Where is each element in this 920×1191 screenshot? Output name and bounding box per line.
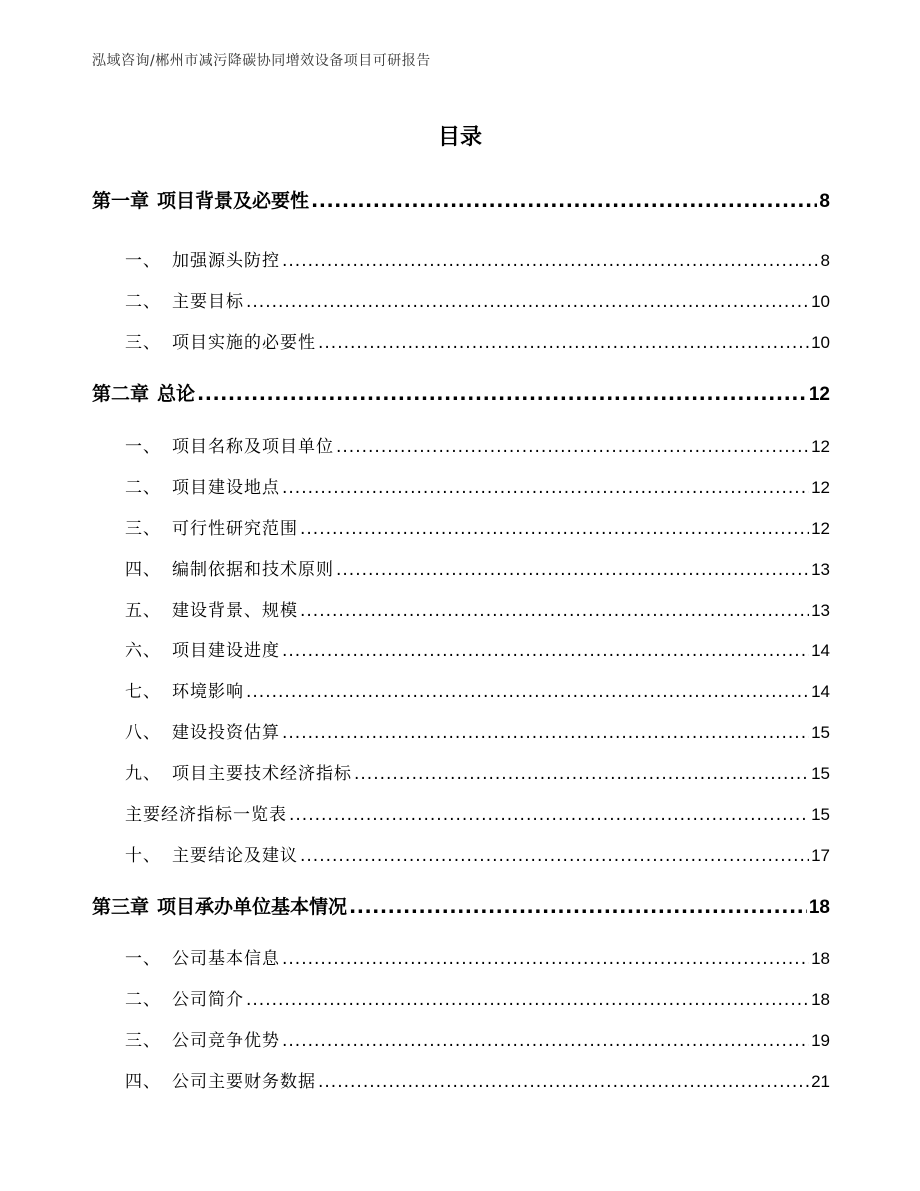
toc-entry-label xyxy=(125,246,280,271)
toc-entry-text: 总论 xyxy=(157,383,196,405)
dot-leader xyxy=(282,251,819,271)
toc-entry-label xyxy=(125,555,334,580)
toc-entry-text: 主要经济指标一览表 xyxy=(125,805,287,825)
toc-page-number: 8 xyxy=(819,191,830,212)
toc-page-number: 14 xyxy=(811,641,830,660)
toc-section-entry[interactable] xyxy=(125,718,830,743)
toc-entry-text: 项目实施的必要性 xyxy=(172,333,316,353)
toc-entry-label xyxy=(125,636,280,661)
toc-entry-text: 加强源头防控 xyxy=(172,251,280,271)
dot-leader xyxy=(300,846,809,866)
toc-section-entry[interactable] xyxy=(125,985,830,1010)
toc-entry-number: 第三章 xyxy=(92,896,150,918)
toc-section-entry[interactable] xyxy=(125,514,830,539)
toc-entry-text: 公司基本信息 xyxy=(172,949,280,969)
toc-section-entry[interactable] xyxy=(125,246,830,271)
toc-page-number: 12 xyxy=(811,437,830,456)
toc-entry-label xyxy=(125,514,298,539)
dot-leader xyxy=(318,333,809,353)
toc-page-number: 15 xyxy=(811,764,830,783)
toc-page-number: 13 xyxy=(811,560,830,579)
toc-entry-text: 主要目标 xyxy=(172,292,244,312)
toc-page-number: 18 xyxy=(808,897,830,918)
toc-section-entry[interactable] xyxy=(125,473,830,498)
toc-entry-text: 编制依据和技术原则 xyxy=(172,560,334,580)
dot-leader xyxy=(336,437,809,457)
toc-section-entry[interactable] xyxy=(125,677,830,702)
toc-entry-number: 三、 xyxy=(125,333,161,353)
toc-entry-label xyxy=(125,718,280,743)
toc-entry-label xyxy=(125,985,244,1010)
toc-entry-label xyxy=(92,892,347,919)
toc-entry-label xyxy=(92,186,309,213)
toc-entry-number: 二、 xyxy=(125,292,161,312)
toc-entry-text: 项目建设地点 xyxy=(172,478,280,498)
toc-page-number: 15 xyxy=(811,723,830,742)
toc-entry-text: 环境影响 xyxy=(172,682,244,702)
toc-entry-label xyxy=(125,473,280,498)
toc-entry-text: 公司简介 xyxy=(172,990,244,1010)
toc-entry-text: 项目名称及项目单位 xyxy=(172,437,334,457)
toc-entry-label xyxy=(125,328,316,353)
toc-entry-label xyxy=(125,1067,316,1092)
toc-entry-text: 项目背景及必要性 xyxy=(157,190,310,212)
toc-entry-number: 三、 xyxy=(125,1031,161,1051)
toc-entry-text: 可行性研究范围 xyxy=(172,519,298,539)
toc-entry-text: 建设背景、规模 xyxy=(172,601,298,621)
running-header: 泓域咨询/郴州市减污降碳协同增效设备项目可研报告 xyxy=(92,53,431,69)
dot-leader xyxy=(300,601,809,621)
dot-leader xyxy=(354,764,809,784)
dot-leader xyxy=(282,1031,809,1051)
toc-entry-number: 九、 xyxy=(125,764,161,784)
toc-entry-text: 主要结论及建议 xyxy=(172,846,298,866)
toc-chapter-entry[interactable] xyxy=(92,186,830,213)
toc-section-entry[interactable] xyxy=(125,287,830,312)
toc-section-entry[interactable] xyxy=(125,944,830,969)
toc-page-number: 15 xyxy=(811,805,830,824)
toc-page-number: 17 xyxy=(811,846,830,865)
toc-entry-number: 四、 xyxy=(125,560,161,580)
toc-entry-text: 公司主要财务数据 xyxy=(172,1072,316,1092)
toc-chapter-entry[interactable] xyxy=(92,379,830,406)
toc-entry-text: 项目建设进度 xyxy=(172,641,280,661)
toc-entry-number: 一、 xyxy=(125,437,161,457)
toc-page-number: 10 xyxy=(811,333,830,352)
toc-page-number: 19 xyxy=(811,1031,830,1050)
toc-entry-label xyxy=(125,432,334,457)
toc-entry-number: 三、 xyxy=(125,519,161,539)
toc-entry-label xyxy=(125,287,244,312)
toc-entry-number: 第二章 xyxy=(92,383,150,405)
toc-entry-number: 十、 xyxy=(125,846,161,866)
dot-leader xyxy=(289,805,809,825)
toc-page-number: 21 xyxy=(811,1072,830,1091)
toc-page-number: 12 xyxy=(808,384,830,405)
toc-entry-text: 项目主要技术经济指标 xyxy=(172,764,352,784)
toc-chapter-entry[interactable] xyxy=(92,892,830,919)
toc-entry-number: 一、 xyxy=(125,251,161,271)
dot-leader xyxy=(336,560,809,580)
toc-title: 目录 xyxy=(437,125,482,150)
toc-entry-number: 第一章 xyxy=(92,190,150,212)
toc-entry-number: 六、 xyxy=(125,641,161,661)
toc-section-entry[interactable] xyxy=(125,328,830,353)
toc-section-entry[interactable] xyxy=(125,636,830,661)
dot-leader xyxy=(246,990,809,1010)
toc-section-entry[interactable] xyxy=(125,596,830,621)
toc-entry-number: 五、 xyxy=(125,601,161,621)
toc-page-number: 18 xyxy=(811,949,830,968)
toc-entry-label xyxy=(125,944,280,969)
toc-page-number: 10 xyxy=(811,292,830,311)
toc-entry-number: 七、 xyxy=(125,682,161,702)
toc-entry-label xyxy=(92,379,195,406)
toc-entry-label xyxy=(125,759,352,784)
dot-leader xyxy=(300,519,809,539)
toc-entry-number: 二、 xyxy=(125,478,161,498)
toc-entry-label xyxy=(125,800,287,825)
toc-section-entry[interactable] xyxy=(125,1067,830,1092)
toc-page-number: 8 xyxy=(820,251,830,270)
dot-leader xyxy=(311,190,817,212)
dot-leader xyxy=(246,292,809,312)
toc-entry-text: 建设投资估算 xyxy=(172,723,280,743)
dot-leader xyxy=(349,896,807,918)
toc-entry-text: 项目承办单位基本情况 xyxy=(157,896,348,918)
toc-page-number: 12 xyxy=(811,478,830,497)
toc-entry-number: 二、 xyxy=(125,990,161,1010)
toc-section-entry[interactable] xyxy=(125,759,830,784)
dot-leader xyxy=(282,478,809,498)
toc-entry-number: 四、 xyxy=(125,1072,161,1092)
toc-section-entry[interactable] xyxy=(125,1026,830,1051)
toc-entry-number: 八、 xyxy=(125,723,161,743)
toc-section-entry[interactable] xyxy=(125,555,830,580)
toc-entry-label xyxy=(125,841,298,866)
toc-section-entry[interactable] xyxy=(125,432,830,457)
dot-leader xyxy=(282,949,809,969)
toc-section-entry[interactable] xyxy=(125,841,830,866)
dot-leader xyxy=(282,723,809,743)
toc-entry-label xyxy=(125,596,298,621)
toc-entry-label xyxy=(125,677,244,702)
toc-page-number: 13 xyxy=(811,601,830,620)
dot-leader xyxy=(246,682,809,702)
dot-leader xyxy=(197,383,807,405)
toc-section-entry[interactable] xyxy=(125,800,830,825)
toc-entry-label xyxy=(125,1026,280,1051)
toc-page-number: 14 xyxy=(811,682,830,701)
toc-entry-text: 公司竞争优势 xyxy=(172,1031,280,1051)
dot-leader xyxy=(318,1072,809,1092)
toc-page-number: 12 xyxy=(811,519,830,538)
toc-page-number: 18 xyxy=(811,990,830,1009)
toc-entry-number: 一、 xyxy=(125,949,161,969)
dot-leader xyxy=(282,641,809,661)
